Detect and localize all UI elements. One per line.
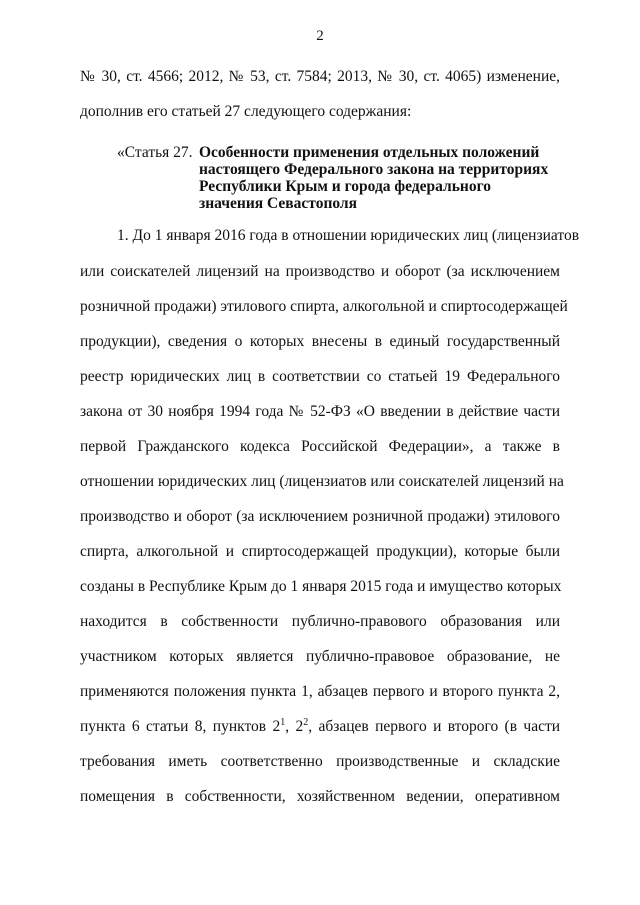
body-line-10: спирта, алкогольной и спиртосодержащей продукции), которые были	[80, 543, 560, 560]
body-line-15	[80, 717, 560, 737]
point-superscript-1: 1	[280, 716, 286, 728]
body-line-4: продукции), сведения о которых внесены в единый государственный	[80, 333, 560, 350]
intro-line-2: дополнив его статьей 27 следующего содержания:	[80, 103, 412, 120]
line-15-text-before: пункта 6 статьи 8, пунктов	[80, 718, 267, 735]
point-separator: ,	[285, 718, 290, 735]
point-number-2-1	[272, 718, 289, 735]
body-line-9: производство и оборот (за исключением розничной продажи) этилового	[80, 508, 560, 525]
intro-line-1: № 30, ст. 4566; 2012, № 53, ст. 7584; 2013, № 30, ст. 4065) изменение,	[80, 68, 560, 85]
article-number: «Статья 27.	[117, 144, 193, 161]
article-title: Особенности применения отдельных положений настоящего Федерального закона на территориях Республики Крым и города федерального значения Севастополя	[199, 144, 549, 212]
body-line-13: участником которых является публично-правовое образование, не	[80, 648, 560, 665]
body-line-17: помещения в собственности, хозяйственном ведении, оперативном	[80, 788, 560, 805]
page-number: 2	[316, 28, 324, 44]
body-line-5: реестр юридических лиц в соответствии со статьей 19 Федерального	[80, 368, 560, 385]
body-line-11: созданы в Республике Крым до 1 января 2015 года и имущество которых	[80, 578, 562, 595]
body-line-8: отношении юридических лиц (лицензиатов или соискателей лицензий на	[80, 473, 564, 490]
body-line-12: находится в собственности публично-правового образования или	[80, 613, 560, 630]
body-line-1: 1. До 1 января 2016 года в отношении юридических лиц (лицензиатов	[117, 227, 580, 244]
body-line-7: первой Гражданского кодекса Российской Федерации», а также в	[80, 438, 560, 455]
body-line-16: требования иметь соответственно производственные и складские	[80, 753, 560, 770]
point-number-2-2	[295, 718, 560, 735]
body-line-14: применяются положения пункта 1, абзацев первого и второго пункта 2,	[80, 683, 560, 700]
body-line-6: закона от 30 ноября 1994 года № 52-ФЗ «О введении в действие части	[80, 403, 560, 420]
line-15-text-after: , абзацев первого и второго (в части	[308, 718, 561, 735]
point-superscript-2: 2	[303, 716, 309, 728]
point-base-2: 2	[295, 718, 304, 735]
body-line-2: или соискателей лицензий на производство и оборот (за исключением	[80, 263, 560, 280]
point-base-1: 2	[272, 718, 281, 735]
body-line-3: розничной продажи) этилового спирта, алкогольной и спиртосодержащей	[80, 298, 568, 315]
